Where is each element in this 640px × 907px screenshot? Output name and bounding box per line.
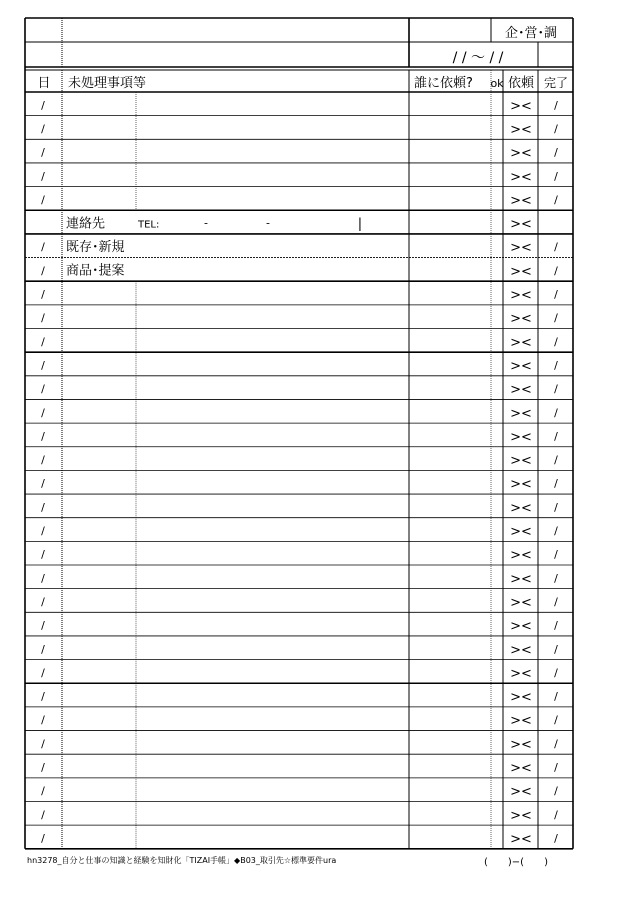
day-slash[interactable]: / — [41, 548, 45, 562]
done-slash[interactable]: / — [554, 831, 558, 845]
done-slash[interactable]: / — [554, 713, 558, 727]
request-cross[interactable]: >< — [510, 808, 532, 824]
done-slash[interactable]: / — [554, 548, 558, 562]
done-slash[interactable]: / — [554, 619, 558, 633]
request-cross[interactable]: >< — [510, 169, 532, 185]
column-requested-to-header: 誰に依頼? — [414, 76, 473, 91]
column-pending-items-header: 未処理事項等 — [68, 76, 147, 91]
request-cross[interactable]: >< — [510, 217, 532, 233]
request-cross[interactable]: >< — [510, 761, 532, 777]
source-note: hn3278_自分と仕事の知識と経験を知財化「TIZAI手帳」◆B03_取引先☆標準要件ura — [27, 856, 337, 865]
day-slash[interactable]: / — [41, 571, 45, 585]
period-range: / / 〜 / / — [452, 50, 504, 66]
request-cross[interactable]: >< — [510, 831, 532, 847]
request-cross[interactable]: >< — [510, 453, 532, 469]
done-slash[interactable]: / — [554, 737, 558, 751]
tel-separator: - — [266, 216, 270, 230]
existing-new-label[interactable]: 既存･新規 — [66, 239, 125, 255]
request-cross[interactable]: >< — [510, 264, 532, 280]
column-done-header: 完了 — [543, 76, 569, 90]
day-slash[interactable]: / — [41, 477, 45, 491]
request-cross[interactable]: >< — [510, 240, 532, 256]
day-slash[interactable]: / — [41, 311, 45, 325]
contact-label: 連絡先 — [66, 216, 106, 232]
day-slash[interactable]: / — [41, 784, 45, 798]
done-slash[interactable]: / — [554, 524, 558, 538]
done-slash[interactable]: / — [554, 500, 558, 514]
header-corner-label: 企･営･調 — [504, 26, 558, 41]
product-proposal-label[interactable]: 商品･提案 — [66, 263, 125, 279]
done-slash[interactable]: / — [554, 595, 558, 609]
day-slash[interactable]: / — [41, 713, 45, 727]
request-cross[interactable]: >< — [510, 690, 532, 706]
day-slash[interactable]: / — [41, 737, 45, 751]
column-ok-header: ok — [490, 77, 504, 90]
request-cross[interactable]: >< — [510, 288, 532, 304]
request-cross[interactable]: >< — [510, 358, 532, 374]
request-cross[interactable]: >< — [510, 737, 532, 753]
request-cross[interactable]: >< — [510, 477, 532, 493]
day-slash[interactable]: / — [41, 122, 45, 136]
done-slash[interactable]: / — [554, 808, 558, 822]
done-slash[interactable]: / — [554, 761, 558, 775]
tel-label[interactable]: TEL: — [138, 219, 160, 231]
done-slash[interactable]: / — [554, 477, 558, 491]
request-cross[interactable]: >< — [510, 406, 532, 422]
day-slash[interactable]: / — [41, 642, 45, 656]
done-slash[interactable]: / — [554, 784, 558, 798]
done-slash[interactable]: / — [554, 311, 558, 325]
column-day-header: 日 — [37, 76, 51, 91]
done-slash[interactable]: / — [554, 406, 558, 420]
day-slash[interactable]: / — [41, 595, 45, 609]
table-cells — [37, 25, 568, 847]
tel-field-end: | — [357, 216, 363, 232]
day-slash[interactable]: / — [41, 288, 45, 302]
day-slash[interactable]: / — [41, 240, 45, 254]
request-cross[interactable]: >< — [510, 98, 532, 114]
done-slash[interactable]: / — [554, 240, 558, 254]
day-slash[interactable]: / — [41, 146, 45, 160]
request-cross[interactable]: >< — [510, 642, 532, 658]
day-slash[interactable]: / — [41, 264, 45, 278]
day-slash[interactable]: / — [41, 453, 45, 467]
day-slash[interactable]: / — [41, 500, 45, 514]
done-slash[interactable]: / — [554, 335, 558, 349]
done-slash[interactable]: / — [554, 193, 558, 207]
day-slash[interactable]: / — [41, 193, 45, 207]
done-slash[interactable]: / — [554, 358, 558, 372]
tel-separator: - — [204, 216, 208, 230]
day-slash[interactable]: / — [41, 666, 45, 680]
request-cross[interactable]: >< — [510, 193, 532, 209]
request-cross[interactable]: >< — [510, 666, 532, 682]
done-slash[interactable]: / — [554, 98, 558, 112]
day-slash[interactable]: / — [41, 429, 45, 443]
day-slash[interactable]: / — [41, 619, 45, 633]
request-cross[interactable]: >< — [510, 122, 532, 138]
request-cross[interactable]: >< — [510, 500, 532, 516]
done-slash[interactable]: / — [554, 690, 558, 704]
done-slash[interactable]: / — [554, 146, 558, 160]
page-number: ( )−( ) — [484, 857, 548, 868]
request-cross[interactable]: >< — [510, 713, 532, 729]
done-slash[interactable]: / — [554, 571, 558, 585]
done-slash[interactable]: / — [554, 382, 558, 396]
request-cross[interactable]: >< — [510, 784, 532, 800]
done-slash[interactable]: / — [554, 169, 558, 183]
column-request-header: 依頼 — [507, 76, 535, 91]
done-slash[interactable]: / — [554, 666, 558, 680]
day-slash[interactable]: / — [41, 98, 45, 112]
request-cross[interactable]: >< — [510, 146, 532, 162]
day-slash[interactable]: / — [41, 169, 45, 183]
request-cross[interactable]: >< — [510, 571, 532, 587]
request-cross[interactable]: >< — [510, 335, 532, 351]
day-slash[interactable]: / — [41, 382, 45, 396]
request-cross[interactable]: >< — [510, 619, 532, 635]
day-slash[interactable]: / — [41, 406, 45, 420]
request-cross[interactable]: >< — [510, 382, 532, 398]
request-cross[interactable]: >< — [510, 311, 532, 327]
day-slash[interactable]: / — [41, 761, 45, 775]
day-slash[interactable]: / — [41, 524, 45, 538]
day-slash[interactable]: / — [41, 690, 45, 704]
day-slash[interactable]: / — [41, 831, 45, 845]
request-cross[interactable]: >< — [510, 429, 532, 445]
done-slash[interactable]: / — [554, 642, 558, 656]
day-slash[interactable]: / — [41, 358, 45, 372]
day-slash[interactable]: / — [41, 808, 45, 822]
done-slash[interactable]: / — [554, 453, 558, 467]
request-cross[interactable]: >< — [510, 524, 532, 540]
done-slash[interactable]: / — [554, 122, 558, 136]
table-grid — [25, 18, 573, 849]
request-cross[interactable]: >< — [510, 595, 532, 611]
request-cross[interactable]: >< — [510, 548, 532, 564]
done-slash[interactable]: / — [554, 264, 558, 278]
done-slash[interactable]: / — [554, 288, 558, 302]
done-slash[interactable]: / — [554, 429, 558, 443]
day-slash[interactable]: / — [41, 335, 45, 349]
